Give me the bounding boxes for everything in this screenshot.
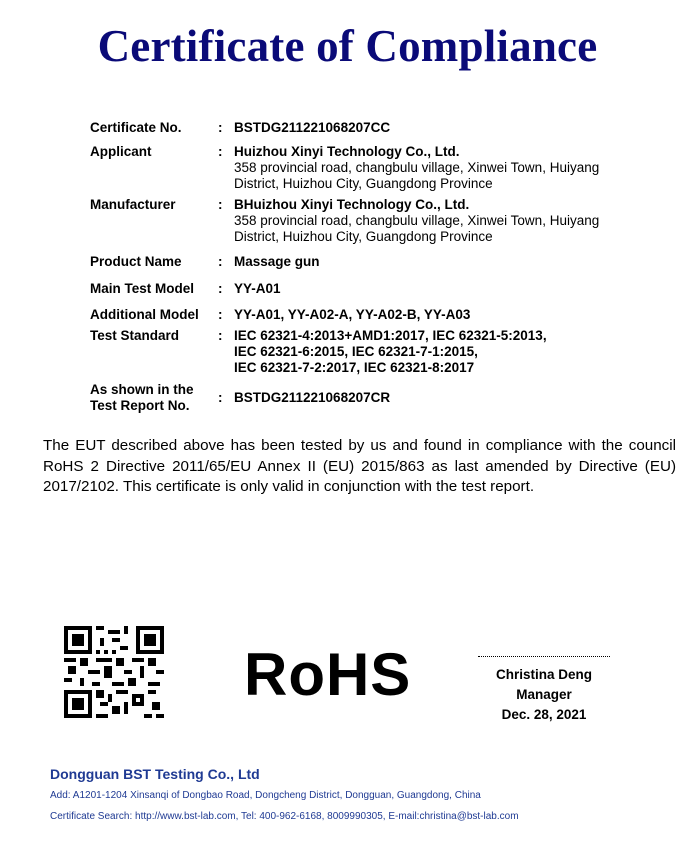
field-label: Certificate No.	[90, 120, 182, 135]
issuer-address: Add: A1201-1204 Xinsanqi of Dongbao Road, Dongcheng District, Dongguan, Guangdong, China	[50, 790, 481, 801]
field-product-name: Product Name : Massage gun	[90, 254, 320, 269]
field-label: As shown in the Test Report No.	[90, 382, 194, 413]
field-additional-model: Additional Model : YY-A01, YY-A02-A, YY-A02-B, YY-A03	[90, 307, 471, 322]
field-value: BSTDG211221068207CR	[234, 390, 391, 405]
field-value: Huizhou Xinyi Technology Co., Ltd.	[234, 144, 460, 159]
compliance-statement: The EUT described above has been tested by us and found in compliance with the council RoHS 2 Directive 2011/65/EU Annex II (EU) 2015/863 as last amended by Directive (EU) 2017/2102. This certificate is only valid in conjunction with the test report.	[43, 437, 676, 495]
certificate-title: Certificate of Compliance	[97, 21, 598, 71]
field-label: Additional Model	[90, 307, 199, 322]
issuer-company: Dongguan BST Testing Co., Ltd	[50, 766, 260, 782]
rohs-mark: RoHS	[244, 641, 412, 708]
field-applicant: Applicant : Huizhou Xinyi Technology Co., Ltd. 358 provincial road, changbulu village, Xinwei Town, Huiyang District, Huizhou City, Guangdong Province	[90, 144, 600, 191]
field-test-standard: Test Standard : IEC 62321-4:2013+AMD1:2017, IEC 62321-5:2013, IEC 62321-6:2015, IEC 62321-7-1:2015, IEC 62321-7-2:2017, IEC 62321-8:2017	[90, 328, 547, 375]
field-value: YY-A01, YY-A02-A, YY-A02-B, YY-A03	[234, 307, 471, 322]
field-value-line: IEC 62321-7-2:2017, IEC 62321-8:2017	[234, 360, 475, 375]
field-label: Product Name	[90, 254, 182, 269]
field-value-line: District, Huizhou City, Guangdong Province	[234, 176, 493, 191]
qr-code-icon	[64, 626, 164, 718]
field-manufacturer: Manufacturer : BHuizhou Xinyi Technology Co., Ltd. 358 provincial road, changbulu village, Xinwei Town, Huiyang District, Huizhou City, Guangdong Province	[90, 197, 600, 244]
field-label: Test Standard	[90, 328, 180, 343]
field-value: BSTDG211221068207CC	[234, 120, 391, 135]
field-label: Manufacturer	[90, 197, 176, 212]
field-main-test-model: Main Test Model : YY-A01	[90, 281, 281, 296]
field-value: YY-A01	[234, 281, 281, 296]
field-value-line: IEC 62321-6:2015, IEC 62321-7-1:2015,	[234, 344, 478, 359]
signatory-role: Manager	[516, 687, 572, 702]
field-test-report-no: As shown in the Test Report No. : BSTDG211221068207CR	[90, 382, 391, 413]
signature-date: Dec. 28, 2021	[501, 707, 587, 722]
field-value-line: District, Huizhou City, Guangdong Province	[234, 229, 493, 244]
field-value: BHuizhou Xinyi Technology Co., Ltd.	[234, 197, 470, 212]
field-value-line: 358 provincial road, changbulu village, Xinwei Town, Huiyang	[234, 160, 600, 175]
field-label: Main Test Model	[90, 281, 195, 296]
signatory-name: Christina Deng	[495, 667, 592, 682]
field-value-line: IEC 62321-4:2013+AMD1:2017, IEC 62321-5:2013,	[234, 328, 547, 343]
field-label: Applicant	[90, 144, 152, 159]
field-value: Massage gun	[234, 254, 320, 269]
field-value-line: 358 provincial road, changbulu village, Xinwei Town, Huiyang	[234, 213, 600, 228]
certificate-search-info: Certificate Search: http://www.bst-lab.com, Tel: 400-962-6168, 8009990305, E-mail:christina@bst-lab.com	[50, 811, 519, 822]
field-certificate-no: Certificate No. : BSTDG211221068207CC	[90, 120, 391, 135]
signature-block	[478, 656, 610, 725]
